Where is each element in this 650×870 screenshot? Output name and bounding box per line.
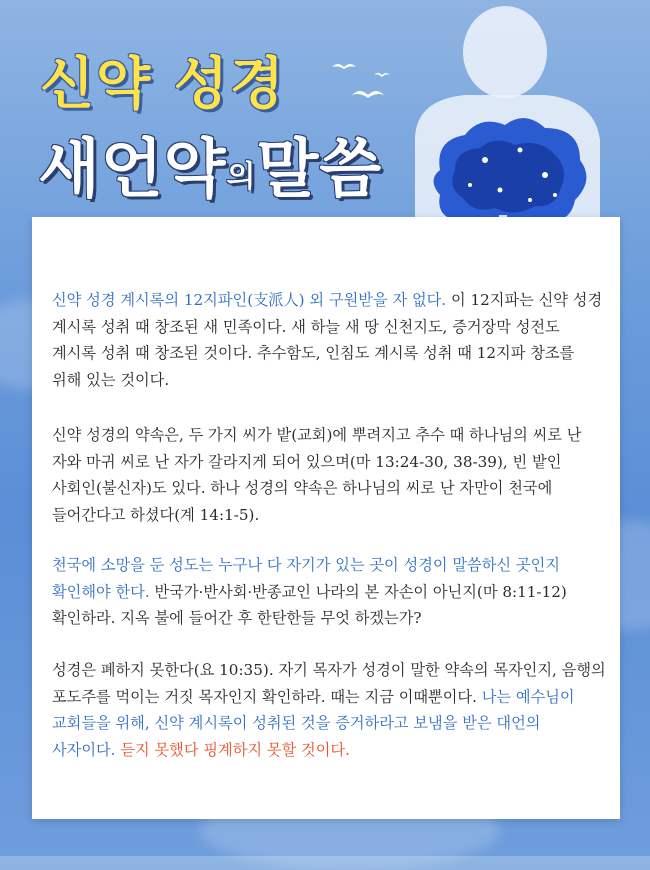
birds-icon: [322, 55, 402, 115]
title-line2: [38, 118, 382, 210]
content-card: [32, 217, 620, 819]
body-text: 신약 성경의 약속은, 두 가지 씨가 밭(교회)에 뿌려지고 추수 때 하나님의 씨로 난 자와 마귀 씨로 난 자가 갈라지게 되어 있으며(마 13:24-30, 38-39), 빈 밭인 사회인(불신자)도 있다. 하나 성경의 약속은 하나님의 씨로 난 자만이 천국에 들어간다고 하셨다(계 14:1-5).: [52, 426, 582, 524]
paragraph-3: [52, 552, 608, 632]
body-text: 반국가·반사회·반종교인 나라의 본 자손이 아닌지(마 8:11-12) 확인하라. 지옥 불에 들어간 후 한탄한들 무엇 하겠는가?: [52, 582, 567, 627]
title-line1: 신약 성경: [40, 52, 286, 117]
header-banner: [0, 0, 650, 250]
paragraph-2: [52, 422, 608, 528]
person-silhouette-icon: [395, 0, 625, 240]
paragraph-1: [52, 287, 608, 393]
warning-text: 듣지 못했다 핑계하지 못할 것이다.: [120, 740, 350, 759]
title-particle: 의: [226, 159, 257, 195]
body-text: 이 12지파는 신약 성경 계시록 성취 때 창조된 새 민족이다. 새 하늘 새 땅 신천지도, 증거장막 성전도 계시록 성취 때 창조된 것이다. 추수함도, 인침도 계시록 성취 때 12지파 창조를 위해 있는 것이다.: [52, 291, 603, 389]
body-text: 성경은 폐하지 못한다(요 10:35). 자기 목자가 성경이 말한 약속의 목자인지, 음행의 포도주를 먹이는 거짓 목자인지 확인하라. 때는 지금 이때뿐이다.: [52, 661, 606, 706]
title-main: 새언약: [38, 133, 227, 207]
highlight-text: 천국에 소망을 둔 성도는 누구나 다 자기가 있는 곳이 성경이 말씀하신 곳인지 확인해야 한다.: [52, 556, 560, 601]
title-end: 말씀: [256, 133, 383, 207]
paragraph-4: [52, 657, 608, 763]
highlight-text: 신약 성경 계시록의 12지파인(支派人) 외 구원받을 자 없다.: [52, 291, 447, 309]
highlight-text: 나는 예수님이 교회들을 위해, 신약 계시록이 성취된 것을 증거하라고 보냄을 받은 대언의 사자이다.: [52, 687, 575, 759]
